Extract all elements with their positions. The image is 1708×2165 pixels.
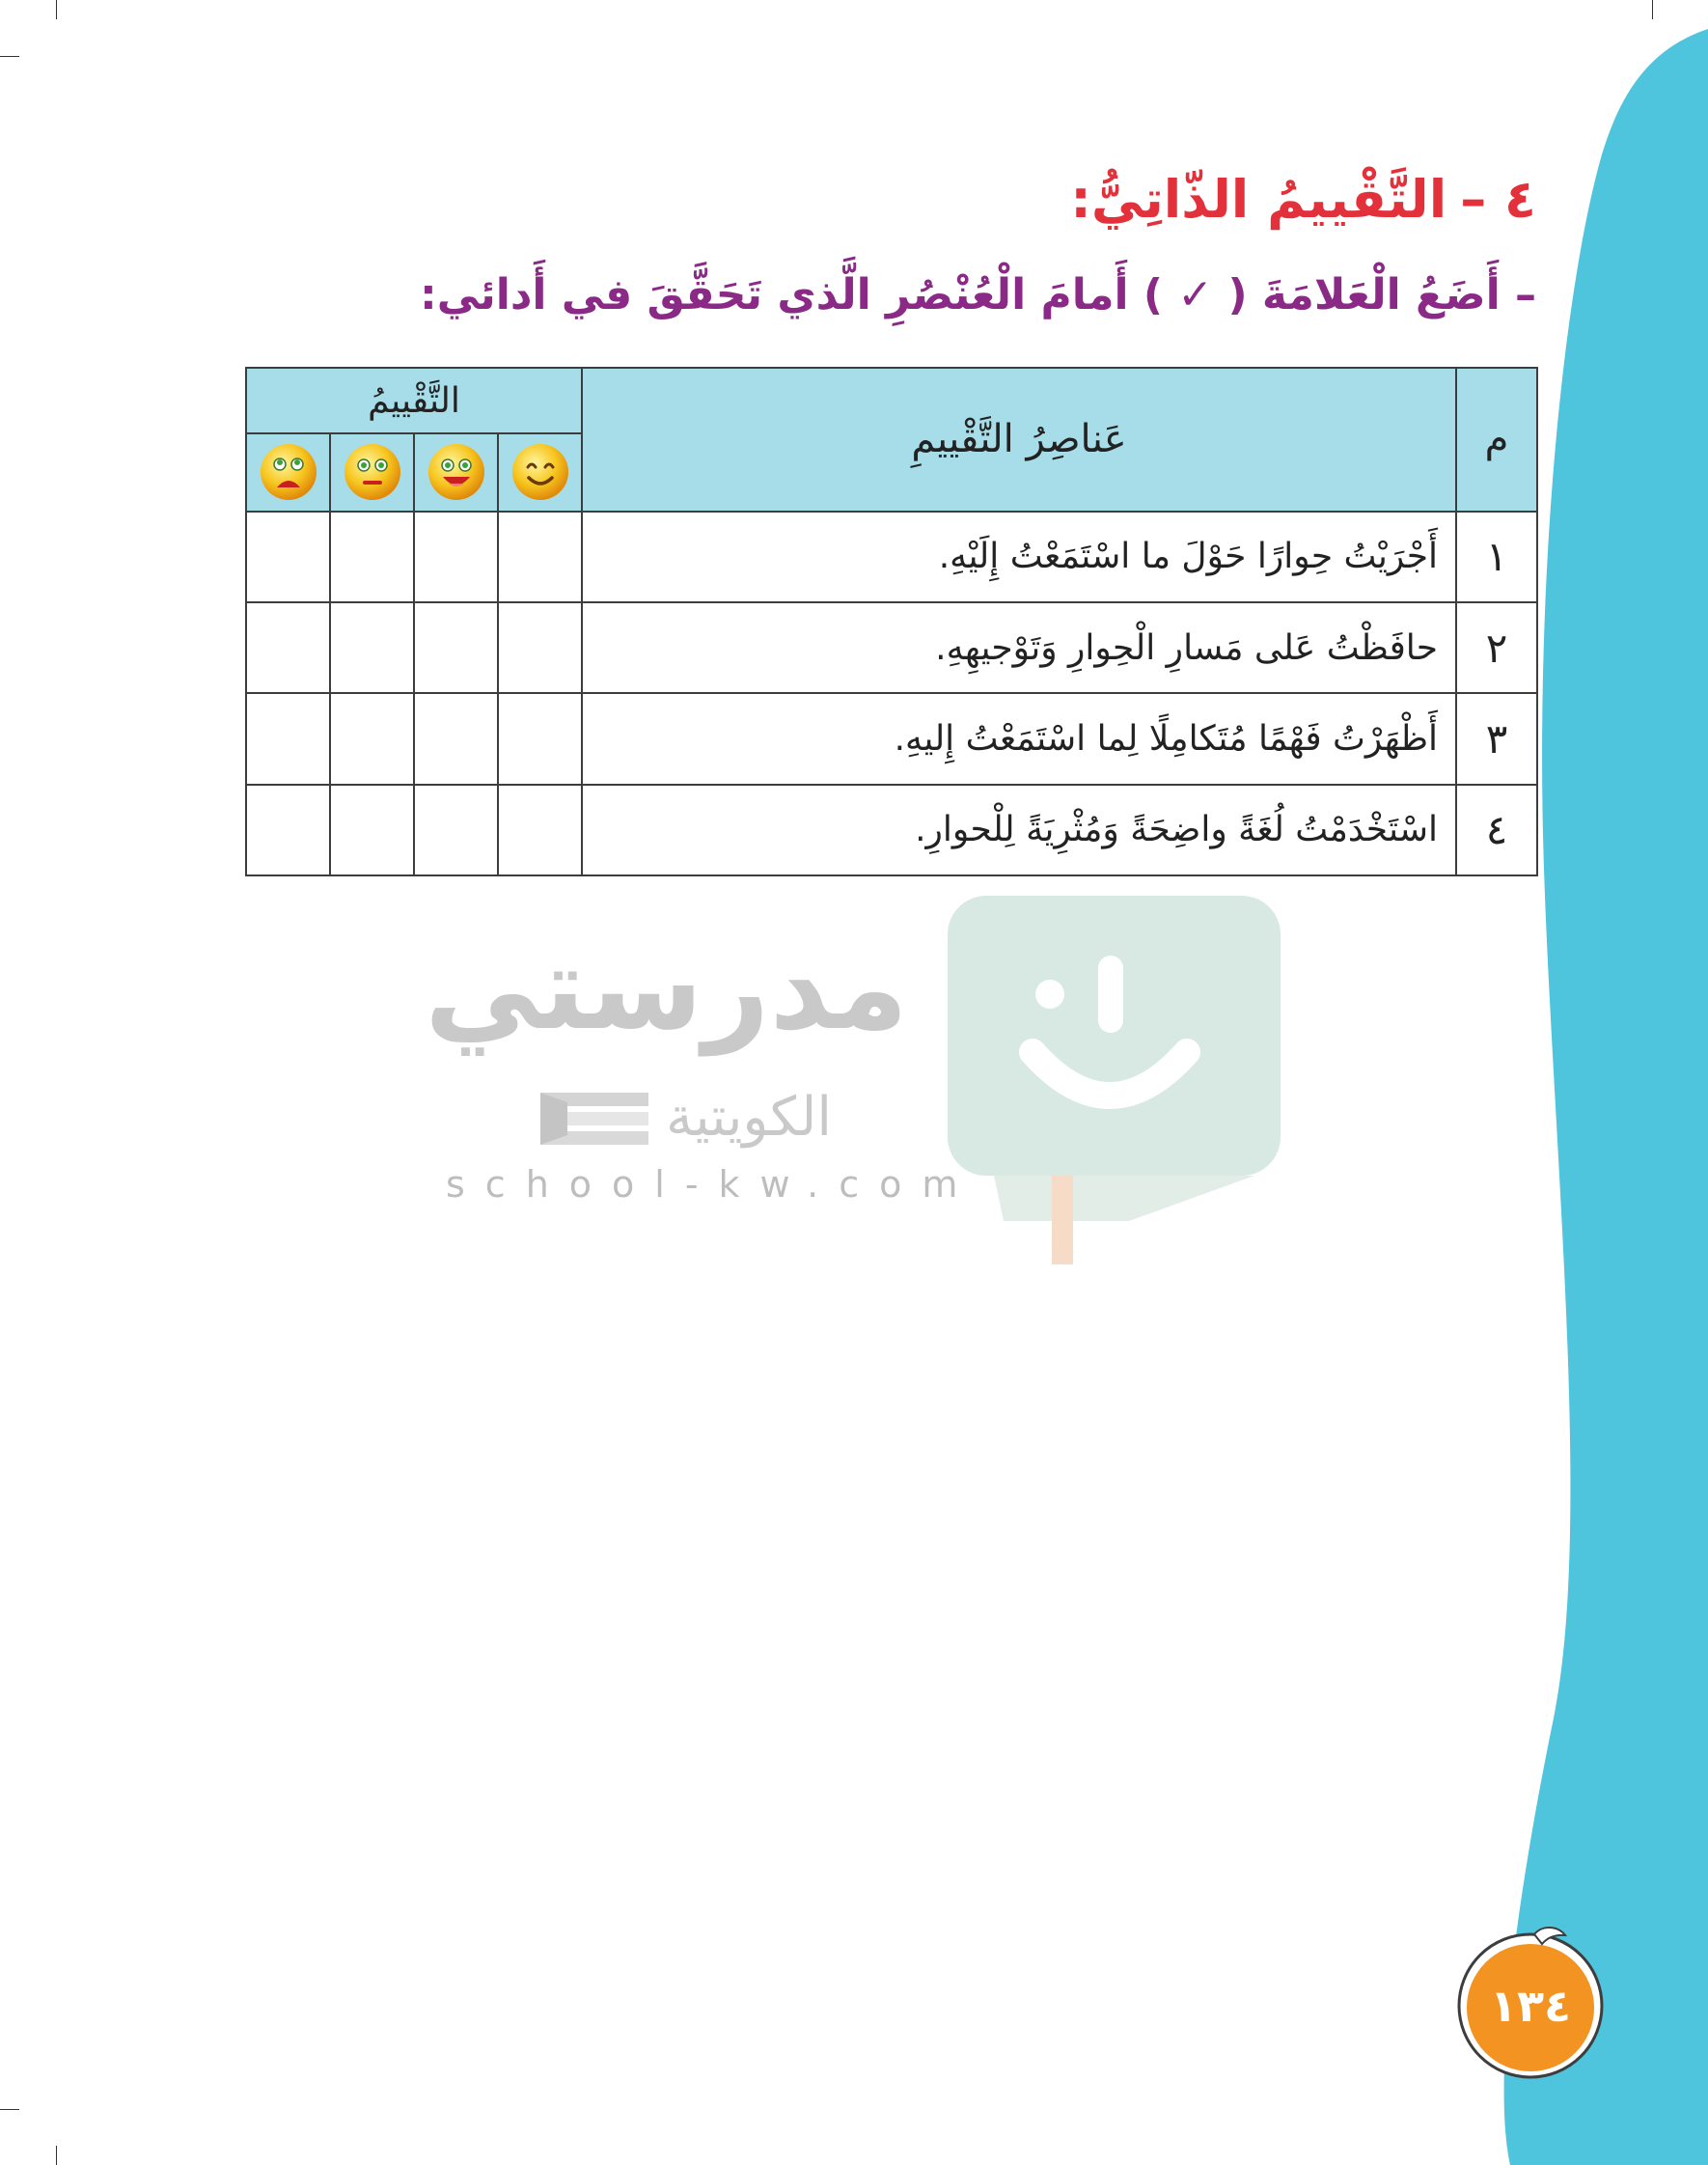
watermark-subtitle: الكويتية <box>666 1086 832 1149</box>
row-number: ١ <box>1456 512 1537 602</box>
row-number: ٤ <box>1456 785 1537 875</box>
row-text: أَجْرَيْتُ حِوارًا حَوْلَ ما اسْتَمَعْتُ إِلَيْهِ. <box>582 512 1456 602</box>
heading-number: ٤ – <box>1460 169 1536 230</box>
instruction-text: – أَضَعُ الْعَلامَةَ ( ✓ ) أَمامَ الْعُنْصُرِ الَّذي تَحَقَّقَ في أَدائي: <box>420 270 1536 319</box>
watermark-title: مدرستي <box>425 922 909 1056</box>
row-text: اسْتَخْدَمْتُ لُغَةً واضِحَةً وَمُثْرِيَةً لِلْحوارِ. <box>582 785 1456 875</box>
header-items: عَناصِرُ التَّقْييمِ <box>582 368 1456 512</box>
heading-title: التَّقْييمُ الذّاتِيُّ: <box>1070 169 1447 230</box>
row-text: أَظْهَرْتُ فَهْمًا مُتَكامِلًا لِما اسْتَمَعْتُ إِليهِ. <box>582 693 1456 784</box>
header-number: م <box>1456 368 1537 512</box>
watermark-url: school-kw.com <box>446 1163 978 1206</box>
header-rating: التَّقْييمُ <box>246 368 582 433</box>
row-number: ٢ <box>1456 602 1537 693</box>
row-text: حافَظْتُ عَلى مَسارِ الْحِوارِ وَتَوْجيهِهِ. <box>582 602 1456 693</box>
row-number: ٣ <box>1456 693 1537 784</box>
page-number: ١٣٤ <box>1489 1980 1572 2032</box>
